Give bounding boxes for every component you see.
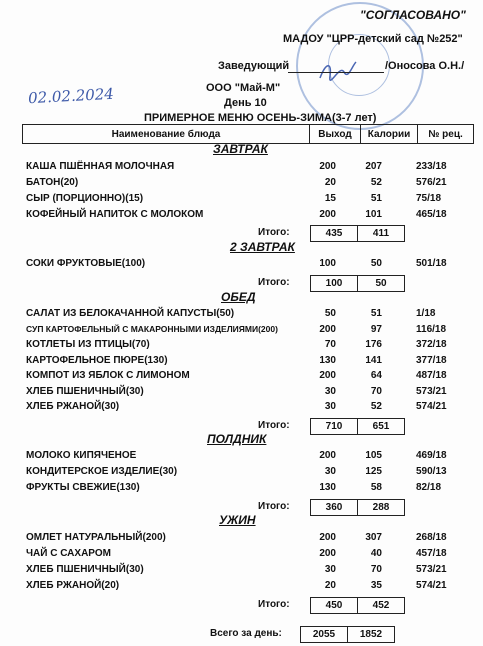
menu-item-row — [0, 308, 483, 322]
dish-name: ХЛЕБ ПШЕНИЧНЫЙ(30) — [26, 564, 144, 575]
section-total-output: 100 — [311, 276, 358, 291]
menu-item-row — [0, 258, 483, 272]
dish-recipe-number: 574/21 — [416, 580, 447, 591]
dish-output: 130 — [319, 482, 336, 493]
dish-output: 50 — [324, 308, 336, 319]
dish-recipe-number: 487/18 — [416, 370, 447, 381]
dish-name: ХЛЕБ РЖАНОЙ(20) — [26, 580, 120, 591]
col-output: Выход — [310, 125, 361, 144]
dish-output: 200 — [319, 450, 336, 461]
menu-item-row — [0, 450, 483, 464]
dish-calories: 35 — [370, 580, 382, 591]
dish-calories: 141 — [365, 354, 382, 366]
dish-name: МОЛОКО КИПЯЧЕНОЕ — [26, 450, 137, 461]
menu-item-row — [0, 209, 483, 223]
dish-calories: 101 — [365, 209, 382, 220]
menu-item-row — [0, 355, 483, 369]
menu-item-row — [0, 580, 483, 594]
col-dish-name: Наименование блюда — [23, 125, 310, 144]
org-name: МАДОУ "ЦРР-детский сад №252" — [283, 33, 463, 45]
section-total-box — [310, 597, 405, 614]
menu-item-row — [0, 401, 483, 415]
dish-name: КОТЛЕТЫ ИЗ ПТИЦЫ(70) — [26, 339, 150, 350]
dish-recipe-number: 75/18 — [416, 193, 442, 204]
section-total-calories: 651 — [372, 421, 390, 432]
dish-recipe-number: 457/18 — [416, 548, 447, 559]
menu-item-row — [0, 161, 483, 175]
menu-item-row — [0, 532, 483, 546]
dish-recipe-number: 116/18 — [416, 323, 447, 335]
day-total-output: 2055 — [301, 627, 348, 642]
dish-output: 130 — [319, 354, 336, 366]
dish-calories: 50 — [370, 258, 382, 269]
menu-item-row — [0, 177, 483, 191]
menu-item-row — [0, 386, 483, 400]
section-title: ПОЛДНИК — [207, 432, 267, 446]
dish-name: СЫР (ПОРЦИОННО)(15) — [26, 193, 144, 204]
menu-item-row — [0, 324, 483, 338]
dish-output: 70 — [324, 339, 336, 350]
section-total-output: 360 — [311, 500, 358, 515]
section-total-output: 435 — [311, 226, 358, 241]
section-total-calories: 288 — [372, 502, 390, 513]
dish-name: ХЛЕБ РЖАНОЙ(30) — [26, 401, 120, 412]
section-total-box — [310, 418, 405, 435]
section-total-label: Итого: — [258, 501, 290, 512]
dish-recipe-number: 377/18 — [416, 354, 447, 366]
dish-recipe-number: 573/21 — [416, 385, 447, 397]
dish-name: КАША ПШЁННАЯ МОЛОЧНАЯ — [26, 161, 175, 172]
dish-output: 200 — [319, 323, 336, 335]
section-total-output: 710 — [311, 419, 358, 434]
section-title: УЖИН — [219, 513, 256, 527]
dish-recipe-number: 82/18 — [416, 482, 442, 493]
dish-calories: 307 — [365, 532, 382, 543]
head-name: /Оносова О.Н./ — [385, 60, 465, 72]
dish-calories: 207 — [365, 161, 382, 172]
dish-recipe-number: 576/21 — [416, 177, 447, 188]
section-total-label: Итого: — [258, 420, 290, 431]
head-label: Заведующий — [218, 60, 290, 72]
dish-recipe-number: 590/13 — [416, 466, 447, 477]
section-title: ЗАВТРАК — [213, 142, 268, 156]
day-total-label: Всего за день: — [210, 628, 282, 639]
supplier-name: ООО "Май-М" — [206, 82, 281, 94]
dish-name: КАРТОФЕЛЬНОЕ ПЮРЕ(130) — [26, 354, 168, 366]
handwritten-date: 02.02.2024 — [27, 84, 115, 108]
section-title: 2 ЗАВТРАК — [230, 240, 295, 254]
dish-calories: 51 — [370, 193, 382, 204]
dish-output: 200 — [319, 548, 336, 559]
dish-calories: 40 — [370, 548, 382, 559]
menu-title: ПРИМЕРНОЕ МЕНЮ ОСЕНЬ-ЗИМА(3-7 лет) — [144, 112, 377, 124]
dish-output: 200 — [319, 161, 336, 172]
dish-name: КОМПОТ ИЗ ЯБЛОК С ЛИМОНОМ — [26, 370, 190, 381]
day-label: День 10 — [224, 97, 267, 109]
menu-item-row — [0, 370, 483, 384]
dish-name: САЛАТ ИЗ БЕЛОКАЧАННОЙ КАПУСТЫ(50) — [26, 308, 235, 319]
dish-calories: 176 — [365, 339, 382, 350]
dish-calories: 105 — [365, 450, 382, 461]
dish-calories: 64 — [370, 370, 382, 381]
section-total-calories: 452 — [372, 600, 390, 611]
dish-calories: 52 — [370, 401, 382, 412]
dish-output: 20 — [324, 177, 336, 188]
col-recipe: № рец. — [418, 125, 474, 144]
section-total-calories: 411 — [372, 228, 390, 239]
section-total-box — [310, 275, 405, 292]
dish-name: ФРУКТЫ СВЕЖИЕ(130) — [26, 482, 140, 493]
signature-scribble — [318, 58, 358, 84]
menu-table-header — [22, 124, 474, 144]
dish-calories: 51 — [370, 308, 382, 319]
dish-recipe-number: 1/18 — [416, 308, 436, 319]
section-total-label: Итого: — [258, 227, 290, 238]
dish-recipe-number: 465/18 — [416, 209, 447, 220]
section-total-box — [310, 499, 405, 516]
dish-recipe-number: 372/18 — [416, 339, 447, 350]
section-total-label: Итого: — [258, 277, 290, 288]
dish-calories: 70 — [370, 564, 382, 575]
dish-name: СУП КАРТОФЕЛЬНЫЙ С МАКАРОННЫМИ ИЗДЕЛИЯМИ(200) — [26, 323, 278, 334]
dish-output: 30 — [324, 385, 336, 397]
menu-item-row — [0, 564, 483, 578]
section-total-label: Итого: — [258, 599, 290, 610]
menu-item-row — [0, 193, 483, 207]
dish-calories: 125 — [365, 466, 382, 477]
menu-item-row — [0, 482, 483, 496]
menu-item-row — [0, 339, 483, 353]
dish-name: ОМЛЕТ НАТУРАЛЬНЫЙ(200) — [26, 532, 166, 543]
dish-name: БАТОН(20) — [26, 177, 79, 188]
dish-name: КОНДИТЕРСКОЕ ИЗДЕЛИЕ(30) — [26, 466, 178, 477]
day-total-calories: 1852 — [359, 629, 383, 640]
menu-item-row — [0, 466, 483, 480]
dish-output: 20 — [324, 580, 336, 591]
dish-output: 200 — [319, 209, 336, 220]
dish-recipe-number: 268/18 — [416, 532, 447, 543]
menu-item-row — [0, 548, 483, 562]
dish-recipe-number: 574/21 — [416, 401, 447, 412]
col-calories: Калории — [361, 125, 418, 144]
dish-calories: 58 — [370, 482, 382, 493]
dish-recipe-number: 469/18 — [416, 450, 447, 461]
dish-output: 30 — [324, 466, 336, 477]
dish-calories: 70 — [370, 385, 382, 397]
dish-recipe-number: 573/21 — [416, 564, 447, 575]
section-total-calories: 50 — [375, 278, 387, 289]
dish-calories: 97 — [370, 323, 382, 335]
dish-name: ХЛЕБ ПШЕНИЧНЫЙ(30) — [26, 385, 144, 397]
dish-output: 100 — [319, 258, 336, 269]
dish-output: 15 — [324, 193, 336, 204]
approved-title: "СОГЛАСОВАНО" — [360, 8, 466, 22]
dish-recipe-number: 233/18 — [416, 161, 447, 172]
head-signature-line — [288, 72, 384, 73]
dish-name: ЧАЙ С САХАРОМ — [26, 548, 111, 559]
section-title: ОБЕД — [221, 290, 256, 304]
dish-recipe-number: 501/18 — [416, 258, 447, 269]
dish-output: 200 — [319, 532, 336, 543]
section-total-box — [310, 225, 405, 242]
dish-output: 30 — [324, 564, 336, 575]
dish-output: 30 — [324, 401, 336, 412]
dish-calories: 52 — [370, 177, 382, 188]
dish-output: 200 — [319, 370, 336, 381]
section-total-output: 450 — [311, 598, 358, 613]
dish-name: КОФЕЙНЫЙ НАПИТОК С МОЛОКОМ — [26, 209, 204, 220]
dish-name: СОКИ ФРУКТОВЫЕ(100) — [26, 258, 146, 269]
day-total-box — [300, 626, 395, 643]
